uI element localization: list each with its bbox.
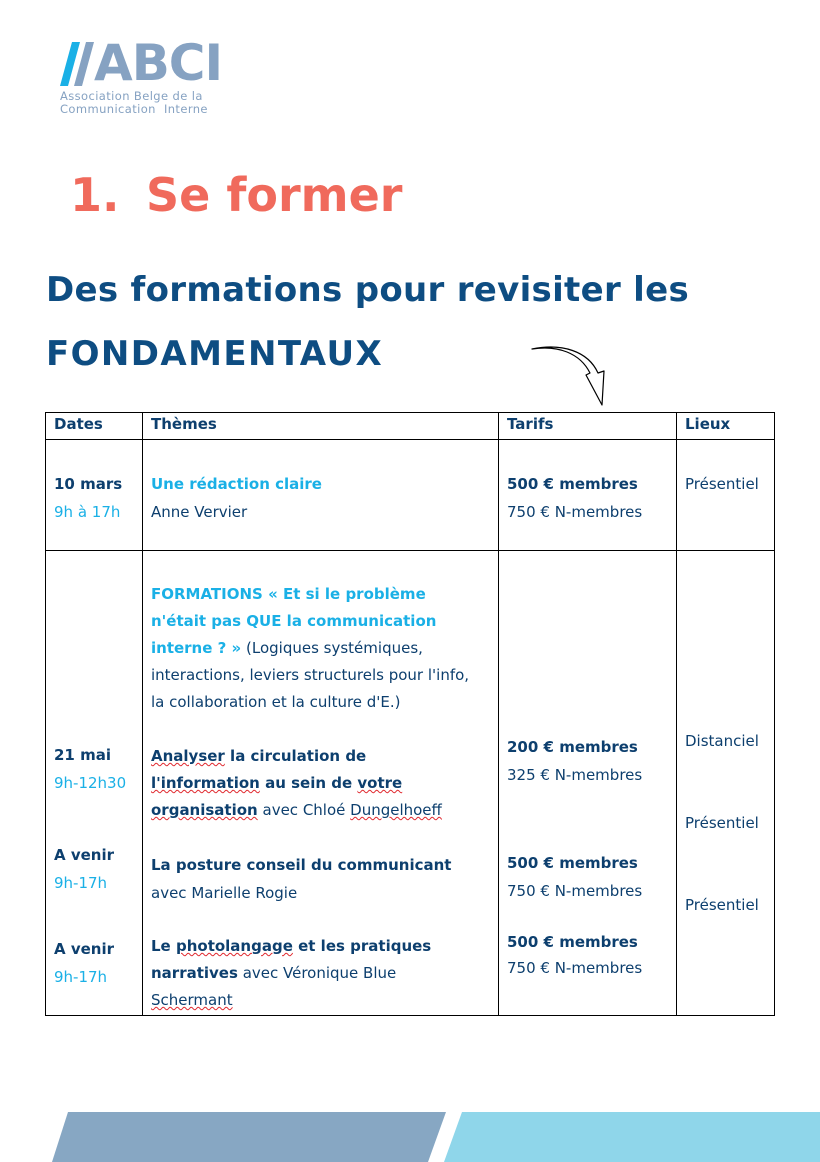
header-themes: Thèmes bbox=[143, 413, 499, 440]
price-members: 500 € membres bbox=[507, 933, 638, 951]
table-row bbox=[46, 551, 775, 1016]
themes-cell bbox=[143, 440, 499, 551]
author-name: Schermant bbox=[151, 991, 233, 1009]
subtitle-line1: Des formations pour revisiter les bbox=[46, 270, 690, 310]
event-time: 9h-17h bbox=[54, 874, 108, 892]
header-tarifs: Tarifs bbox=[499, 413, 677, 440]
event-time: 9h-12h30 bbox=[54, 774, 127, 792]
logo-subtitle-line1: Association Belge de la bbox=[60, 89, 203, 103]
event-posture bbox=[151, 851, 490, 907]
tarifs-cell bbox=[499, 440, 677, 551]
page-subtitle bbox=[46, 258, 786, 386]
training-schedule-table bbox=[45, 412, 775, 1016]
price-non-members: 750 € N-membres bbox=[507, 882, 643, 900]
author-prefix: avec Chloé bbox=[257, 801, 351, 819]
event-title: Une rédaction claire bbox=[151, 475, 322, 493]
event-place: Présentiel bbox=[685, 814, 759, 832]
title-part: narratives bbox=[151, 964, 238, 982]
event-date: 10 mars bbox=[54, 475, 123, 493]
dates-cell bbox=[46, 440, 143, 551]
event-title: La posture conseil du communicant bbox=[151, 856, 452, 874]
title-part: votre bbox=[357, 774, 403, 792]
title-part: la circulation de bbox=[224, 747, 367, 765]
intro-line: (Logiques systémiques, bbox=[241, 639, 423, 657]
title-part: photolangage bbox=[175, 937, 293, 955]
section-number: 1. bbox=[70, 168, 120, 222]
formations-intro bbox=[151, 581, 490, 716]
intro-line: la collaboration et la culture d'E.) bbox=[151, 693, 401, 711]
intro-line: n'était pas QUE la communication bbox=[151, 612, 437, 630]
event-author: Anne Vervier bbox=[151, 503, 248, 521]
event-author: avec Marielle Rogie bbox=[151, 884, 298, 902]
intro-line: interactions, leviers structurels pour l'info, bbox=[151, 666, 470, 684]
price-non-members: 750 € N-membres bbox=[507, 503, 643, 521]
logo-subtitle-line2: Communication Interne bbox=[60, 102, 208, 116]
title-part: l'information bbox=[151, 774, 260, 792]
event-photolangage bbox=[151, 933, 490, 1014]
section-title-text: Se former bbox=[146, 168, 403, 222]
price-members: 500 € membres bbox=[507, 475, 638, 493]
title-part: organisation bbox=[151, 801, 258, 819]
abci-logo bbox=[58, 34, 258, 120]
event-analyser bbox=[151, 743, 490, 824]
event-time: 9h à 17h bbox=[54, 503, 121, 521]
title-part: Le bbox=[151, 937, 176, 955]
title-part: au sein de bbox=[259, 774, 358, 792]
price-members: 500 € membres bbox=[507, 854, 638, 872]
section-title bbox=[70, 168, 402, 222]
dates-cell bbox=[46, 551, 143, 1016]
logo-text: ABCI bbox=[94, 34, 223, 92]
footer-stripes bbox=[0, 1110, 820, 1162]
event-place: Distanciel bbox=[685, 732, 759, 750]
author-prefix: avec Véronique Blue bbox=[237, 964, 397, 982]
title-part: Analyser bbox=[151, 747, 225, 765]
title-part: et les pratiques bbox=[292, 937, 432, 955]
event-date: A venir bbox=[54, 846, 114, 864]
intro-line: FORMATIONS « Et si le problème bbox=[151, 585, 426, 603]
price-members: 200 € membres bbox=[507, 738, 638, 756]
themes-cell bbox=[143, 551, 499, 1016]
lieux-cell bbox=[677, 551, 775, 1016]
event-date: 21 mai bbox=[54, 746, 111, 764]
table-header-row bbox=[46, 413, 775, 440]
event-date: A venir bbox=[54, 940, 114, 958]
header-lieux: Lieux bbox=[677, 413, 775, 440]
curved-arrow-icon bbox=[528, 343, 610, 415]
logo-subtitle bbox=[60, 90, 208, 116]
subtitle-line2: FONDAMENTAUX bbox=[46, 334, 384, 374]
tarifs-cell bbox=[499, 551, 677, 1016]
footer-stripe-right bbox=[444, 1112, 820, 1162]
header-dates: Dates bbox=[46, 413, 143, 440]
footer-stripe-left bbox=[52, 1112, 446, 1162]
intro-line: interne ? » bbox=[151, 639, 242, 657]
author-name: Dungelhoeff bbox=[350, 801, 442, 819]
price-non-members: 325 € N-membres bbox=[507, 766, 643, 784]
event-time: 9h-17h bbox=[54, 968, 108, 986]
table-row bbox=[46, 440, 775, 551]
event-place: Présentiel bbox=[685, 896, 759, 914]
price-non-members: 750 € N-membres bbox=[507, 959, 643, 977]
lieux-cell bbox=[677, 440, 775, 551]
event-place: Présentiel bbox=[685, 475, 759, 493]
